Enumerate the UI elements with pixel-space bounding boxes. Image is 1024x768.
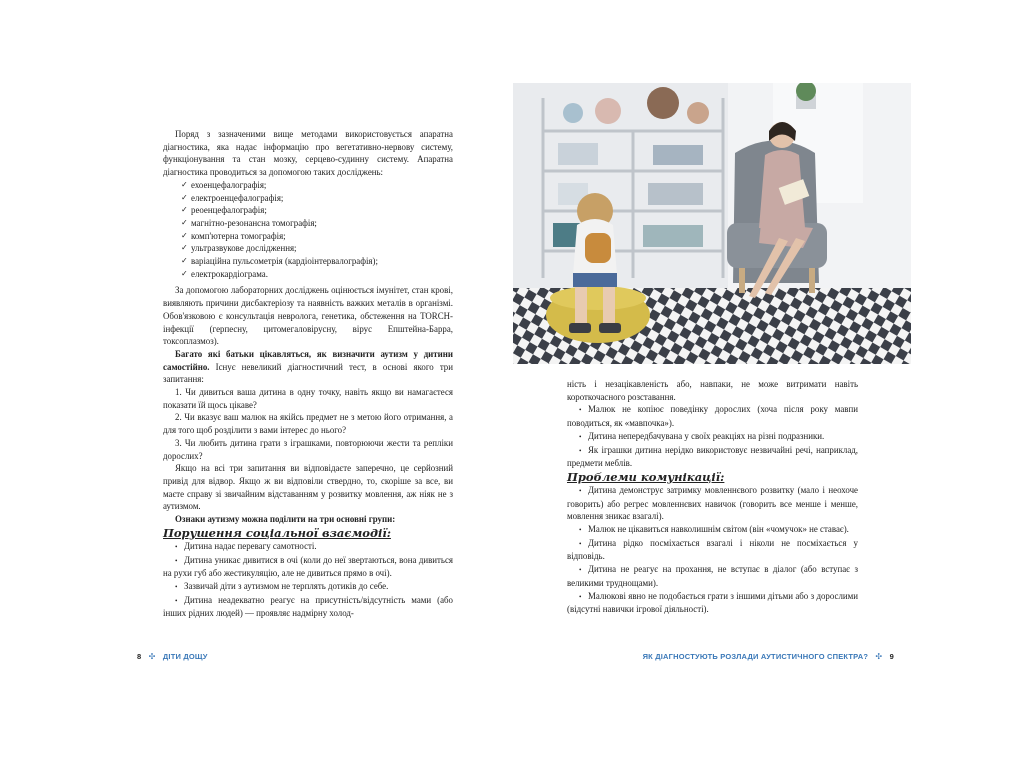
question-1: 1. Чи дивиться ваша дитина в одну точку, навіть якщо ви намагаєтеся показати їй щось цікаве? xyxy=(163,387,453,410)
chapter-title: ЯК ДІАГНОСТУЮТЬ РОЗЛАДИ АУТИСТИЧНОГО СПЕКТРА? xyxy=(642,652,869,661)
section-heading-communication: Проблеми комунікації: xyxy=(567,469,725,484)
bullet-icon: • xyxy=(579,539,582,548)
continuation-paragraph: ність і незацікавленість або, навпаки, не може витримати навіть короткочасного розставання. xyxy=(567,379,858,402)
list-item: • Зазвичай діти з аутизмом не терплять дотиків до себе. xyxy=(163,580,453,594)
check-icon: ✓ xyxy=(181,230,188,240)
list-item: • Малюк не копіює поведінку дорослих (хоча після року мавпи поводиться, як «мавпочка»). xyxy=(567,404,858,429)
bullet-icon: • xyxy=(175,542,178,551)
bullet-icon: • xyxy=(175,582,178,591)
check-icon: ✓ xyxy=(181,192,188,202)
communication-list xyxy=(567,484,858,616)
bullet-icon: • xyxy=(579,486,582,495)
bullet-icon: • xyxy=(579,432,582,441)
check-icon: ✓ xyxy=(181,256,188,266)
question-3: 3. Чи любить дитина грати з іграшками, повторюючи жести та репліки дорослих? xyxy=(163,437,453,461)
list-item: ✓ реоенцефалографія; xyxy=(181,205,267,216)
list-item: ✓ ультразвукове дослідження; xyxy=(181,243,297,254)
list-item: • Дитина неадекватно реагує на присутність/відсутність мами (або інших рідних людей) — проявляє надмірну холод- xyxy=(163,594,453,619)
list-item: • Дитина непередбачувана у своїх реакціях на різні подразники. xyxy=(567,430,858,444)
intro-paragraph: Поряд з зазначеними вище методами використовується апаратна діагностика, яка надає інформацію про вегетативно-нервову систему, функціонування та стан мозку, серцево-судинну систему. Апаратна діагностика проводиться за допомогою таких досліджень: xyxy=(163,129,453,178)
bullet-icon: • xyxy=(579,592,582,601)
list-item: • Дитина не реагує на прохання, не вступає в діалог (або вступає з великими труднощами). xyxy=(567,564,858,588)
page-number-left: 8 xyxy=(137,652,142,661)
check-icon: ✓ xyxy=(181,243,188,253)
list-item: ✓ магнітно-резонансна томографія; xyxy=(181,217,317,228)
list-item: ✓ електрокардіограма. xyxy=(181,268,268,279)
list-item: • Малюкові явно не подобається грати з іншими дітьми або з дорослими (відсутні навички ігрової діяльності). xyxy=(567,590,858,615)
signs-paragraph: Ознаки аутизму можна поділити на три основні групи: xyxy=(175,514,396,525)
list-item: ✓ ехоенцефалографія; xyxy=(181,179,267,190)
right-page-text xyxy=(567,378,858,616)
list-item: • Як іграшки дитина нерідко використовує незвичайні речі, наприклад, предмети меблів. xyxy=(567,444,858,469)
bullet-icon: • xyxy=(579,566,582,575)
bullet-icon: • xyxy=(175,556,178,565)
footer-left xyxy=(137,652,208,661)
list-item: • Дитина надає перевагу самотності. xyxy=(163,540,453,554)
check-icon: ✓ xyxy=(181,268,188,278)
list-item: • Дитина рідко посміхається взагалі і ніколи не посміхається у відповідь. xyxy=(567,537,858,562)
photo-child-and-therapist xyxy=(513,83,911,364)
question-2: 2. Чи вказує ваш малюк на якійсь предмет не з метою його отримання, а для того щоб розділити з вами інтерес до нього? xyxy=(163,412,453,436)
list-item: ✓ варіаційна пульсометрія (кардіоінтервалографія); xyxy=(181,256,378,267)
book-title: ДІТИ ДОЩУ xyxy=(162,652,208,661)
ornament-icon: ✣ xyxy=(875,652,883,661)
social-list xyxy=(163,540,453,620)
social-list-continued xyxy=(567,403,858,470)
bullet-icon: • xyxy=(579,406,582,415)
left-page-text xyxy=(163,128,453,620)
ornament-icon: ✣ xyxy=(148,652,156,661)
list-item: • Дитина демонструє затримку мовленнєвого розвитку (мало і неохоче говорить) або регрес мовленнєвих навичок (говорить все менше і менше, мовлення зникає взагалі). xyxy=(567,484,858,522)
bullet-icon: • xyxy=(579,526,582,535)
page-number-right: 9 xyxy=(889,652,894,661)
section-heading-social: Порушення соціальної взаємодії: xyxy=(163,525,391,540)
list-item: ✓ комп'ютерна томографія; xyxy=(181,230,286,241)
check-icon: ✓ xyxy=(181,217,188,227)
answer-paragraph: Якщо на всі три запитання ви відповідаєте заперечно, це серйозний привід для відвор. Якщо ж ви відповіли ствердно, то, скоріше за все, ви маєте справу зі звичайним відставанням у розвитку мовлення, аж ніяк не з аутизмом. xyxy=(163,463,453,512)
bullet-icon: • xyxy=(579,446,582,455)
list-item: ✓ електроенцефалографія; xyxy=(181,192,284,203)
lab-paragraph: За допомогою лабораторних досліджень оцінюється імунітет, стан крові, виявляють причини дисбактеріозу та наявність важких металів в організмі. Обов'язковою є консультація невролога, генетика, обстеження на TORCH-інфекції (герпесну, цитомегаловірусну, вірус Епштейна-Барра, токсоплазмоз). xyxy=(163,285,453,347)
check-icon: ✓ xyxy=(181,179,188,189)
bullet-icon: • xyxy=(175,596,178,605)
check-icon: ✓ xyxy=(181,205,188,215)
list-item: • Дитина уникає дивитися в очі (коли до неї звертаються, вона дивиться на рухи губ або жестикуляцію, але не дивиться прямо в очі). xyxy=(163,554,453,579)
footer-right xyxy=(643,652,894,661)
diagnostics-list xyxy=(163,179,453,281)
parents-paragraph: Багато які батьки цікавляться, як визначити аутизм у дитини самостійно. Існує невеликий діагностичний тест, в основі якого три запитання: xyxy=(163,348,453,385)
list-item: • Малюк не цікавиться навколишнім світом (він «чомучок» не ставає). xyxy=(567,523,858,537)
